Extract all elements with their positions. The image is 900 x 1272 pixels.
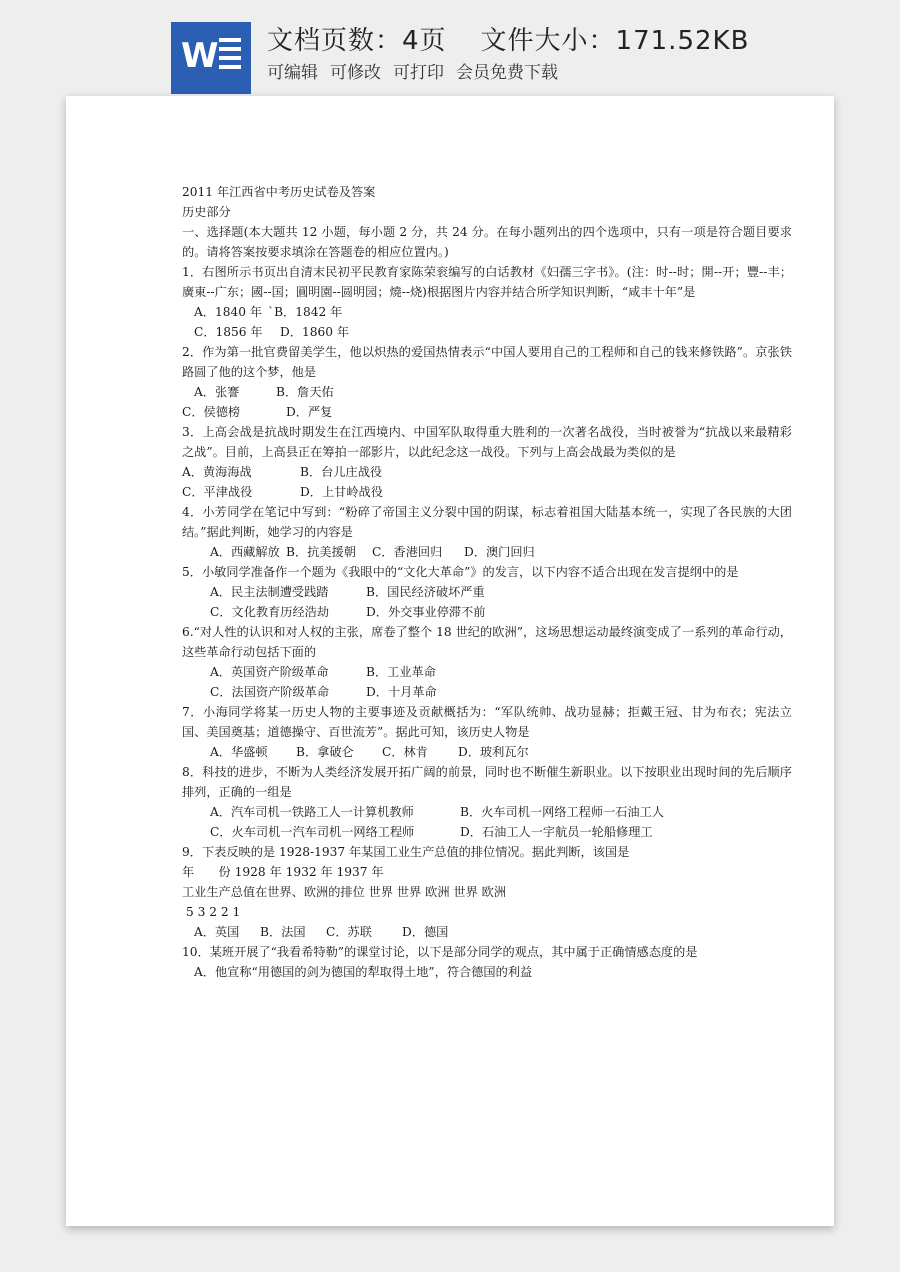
option: B．法国 (260, 925, 306, 939)
question-3: 3．上高会战是抗战时期发生在江西境内、中国军队取得重大胜利的一次著名战役，当时被誉为“抗战以来最精彩之战”。目前，上高县正在筹拍一部影片，以此纪念这一战役。下列与上高会战最为类似的是 (182, 425, 792, 459)
question-5: 5．小敏同学准备作一个题为《我眼中的“文化大革命”》的发言，以下内容不适合出现在发言提纲中的是 (182, 565, 739, 579)
feature-list (267, 58, 570, 83)
word-logo-letter: W (181, 36, 219, 76)
question-4: 4．小芳同学在笔记中写到：“粉碎了帝国主义分裂中国的阴谋，标志着祖国大陆基本统一，实现了各民族的大团结。”据此判断，她学习的内容是 (182, 505, 792, 539)
option: C．文化教育历经浩劫 (210, 605, 330, 619)
option: D．澳门回归 (464, 545, 535, 559)
option: C．平津战役 (182, 485, 253, 499)
feature-member-download: 会员免费下载 (456, 63, 558, 83)
question-6-options-ab (182, 662, 792, 682)
option: D．玻利瓦尔 (458, 745, 529, 759)
question-1-options-cd (182, 322, 792, 342)
question-6-options-cd (182, 682, 792, 702)
doc-part: 历史部分 (182, 205, 231, 219)
question-5-options-cd (182, 602, 792, 622)
doc-title: 2011 年江西省中考历史试卷及答案 (182, 185, 376, 199)
question-1: 1．右图所示书页出自清末民初平民教育家陈荣衮编写的白话教材《妇孺三字书》。(注：时--时；開--开；豐--丰；廣東--广东；國--国；圓明園--圆明园；燒--烧)根据图片内容并结合所学知识判断，“咸丰十年”是 (182, 265, 792, 299)
exam-content (182, 182, 792, 982)
question-7: 7．小海同学将某一历史人物的主要事迹及贡献概括为：“军队统帅、战功显赫；拒戴王冠、甘为布衣；宪法立国、美国奠基；道德操守、百世流芳”。据此可知，该历史人物是 (182, 705, 792, 739)
option: C．苏联 (326, 925, 372, 939)
document-page (66, 96, 834, 1226)
file-size: 文件大小：171.52KB (480, 26, 750, 56)
option: A．1840 年 (194, 305, 263, 319)
option: C．侯德榜 (182, 405, 241, 419)
option: A．汽车司机一铁路工人一计算机教师 (210, 805, 414, 819)
option: A．英国资产阶级革命 (210, 665, 329, 679)
feature-modifiable: 可修改 (330, 63, 381, 83)
option: A．西藏解放 (210, 545, 280, 559)
option: D．外交事业停滞不前 (366, 605, 486, 619)
question-6: 6.“对人性的认识和对人权的主张，席卷了整个 18 世纪的欧洲”，这场思想运动最终演变成了一系列的革命行动，这些革命行动包括下面的 (182, 625, 792, 659)
option: B．国民经济破坏严重 (366, 585, 485, 599)
question-8-options-cd (182, 822, 792, 842)
option: B．火车司机一网络工程师一石油工人 (460, 805, 664, 819)
section-heading: 一、选择题(本大题共 12 小题，每小题 2 分，共 24 分。在每小题列出的四个选项中，只有一项是符合题目要求的。请将答案按要求填涂在答题卷的相应位置内。) (182, 225, 792, 259)
option: D．1860 年 (280, 325, 350, 339)
option: C．火车司机一汽车司机一网络工程师 (210, 825, 415, 839)
question-9-table-row: 工业生产总值在世界、欧洲的排位 世界 世界 欧洲 世界 欧洲 (182, 885, 507, 899)
question-2-options-ab (182, 382, 792, 402)
option: A．张謇 (194, 385, 240, 399)
word-document-icon (171, 22, 251, 94)
option: D．石油工人一宇航员一轮船修理工 (460, 825, 653, 839)
option: C．1856 年 (194, 325, 263, 339)
option: C．林肯 (382, 745, 428, 759)
option: `B．1842 年 (268, 305, 343, 319)
document-info-header (0, 0, 900, 96)
option: B．詹天佑 (276, 385, 334, 399)
option: B．工业革命 (366, 665, 436, 679)
question-9-table-values: 5 3 2 2 1 (186, 905, 241, 919)
document-lines-icon (219, 38, 241, 78)
page-count: 文档页数：4页 (267, 26, 447, 56)
option: A．华盛顿 (210, 745, 268, 759)
question-10-option-a: A．他宣称“用德国的剑为德国的犁取得土地”，符合德国的利益 (194, 965, 533, 979)
question-9-table-header: 年 份 1928 年 1932 年 1937 年 (182, 865, 384, 879)
question-2-options-cd (182, 402, 792, 422)
option: B．台儿庄战役 (300, 465, 383, 479)
question-9-options (182, 922, 792, 942)
option: D．上甘岭战役 (300, 485, 383, 499)
option: B．抗美援朝 (286, 545, 356, 559)
option: A．民主法制遭受践踏 (210, 585, 329, 599)
option: B．拿破仑 (296, 745, 354, 759)
file-info-title (267, 20, 749, 57)
question-1-options-ab (182, 302, 792, 322)
option: C．香港回归 (372, 545, 443, 559)
option: D．十月革命 (366, 685, 437, 699)
question-8-options-ab (182, 802, 792, 822)
question-8: 8．科技的进步，不断为人类经济发展开拓广阔的前景，同时也不断催生新职业。以下按职业出现时间的先后顺序排列，正确的一组是 (182, 765, 792, 799)
option: C．法国资产阶级革命 (210, 685, 330, 699)
question-9: 9．下表反映的是 1928-1937 年某国工业生产总值的排位情况。据此判断，该国是 (182, 845, 630, 859)
option: D．严复 (286, 405, 333, 419)
question-3-options-cd (182, 482, 792, 502)
question-7-options (182, 742, 792, 762)
feature-printable: 可打印 (393, 63, 444, 83)
option: D．德国 (402, 925, 449, 939)
question-5-options-ab (182, 582, 792, 602)
feature-editable: 可编辑 (267, 63, 318, 83)
question-2: 2．作为第一批官费留美学生，他以炽热的爱国热情表示“中国人要用自己的工程师和自己的钱来修铁路”。京张铁路圆了他的这个梦，他是 (182, 345, 792, 379)
question-4-options (182, 542, 792, 562)
question-10: 10．某班开展了“我看希特勒”的课堂讨论，以下是部分同学的观点，其中属于正确情感态度的是 (182, 945, 698, 959)
option: A．黄海海战 (182, 465, 252, 479)
question-3-options-ab (182, 462, 792, 482)
option: A．英国 (194, 925, 240, 939)
